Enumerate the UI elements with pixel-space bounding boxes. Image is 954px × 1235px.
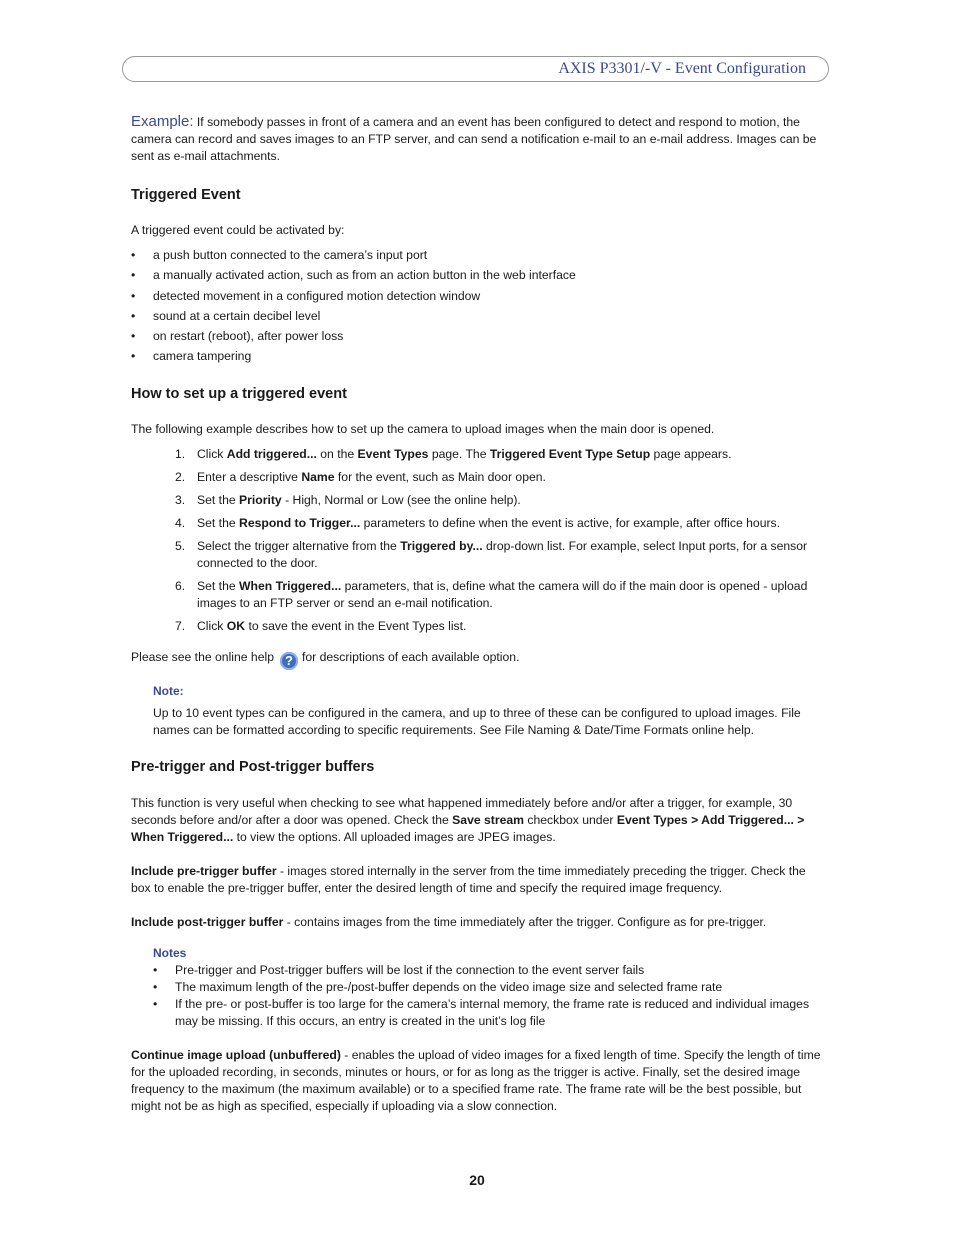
list-item: • sound at a certain decibel level	[131, 308, 821, 325]
example-label: Example:	[131, 113, 194, 130]
help-text-after: for descriptions of each available option.	[301, 650, 520, 665]
post-trigger-paragraph	[131, 914, 821, 931]
buffers-paragraph	[131, 795, 821, 846]
help-icon[interactable]: ?	[280, 652, 298, 670]
step-text: drop-down list. For example, select Input ports, for a sensor connected to the door.	[197, 539, 808, 571]
triggered-event-intro: A triggered event could be activated by:	[131, 223, 345, 237]
steps-list	[131, 446, 821, 635]
note-text: Up to 10 event types can be configured in the camera, and up to three of these can be configured to upload images. File names can be formatted according to specific requirements. See File Naming & Date/Time Formats online help.	[153, 706, 801, 738]
paragraph-text: - images stored internally in the server from the time immediately preceding the trigger. Check the box to enable the pre-trigger buffer, enter the desired length of time and specify the required image frequency.	[131, 864, 806, 896]
note-block	[131, 683, 821, 739]
list-item: • on restart (reboot), after power loss	[131, 328, 821, 345]
pre-trigger-paragraph	[131, 863, 821, 897]
step-bold: When Triggered...	[239, 579, 342, 594]
paragraph-text: This function is very useful when checking to see what happened immediately before and/or after a trigger, for example, 30 seconds before and/or after a door was opened. Check the	[131, 796, 793, 828]
paragraph-bold: Include post-trigger buffer	[131, 915, 284, 930]
step-bold: Triggered Event Type Setup	[489, 447, 651, 462]
notes-label: Notes	[153, 946, 187, 961]
main-content	[131, 113, 821, 1115]
step-bold: Respond to Trigger...	[239, 516, 361, 531]
example-text: If somebody passes in front of a camera and an event has been configured to detect and respond to motion, the camera can record and saves images to an FTP server, and can send a notification e-mail to an e-mail address. Images can be sent as e-mail attachments.	[131, 115, 817, 163]
step-text: parameters to define when the event is active, for example, after office hours.	[360, 516, 781, 531]
step-text: - High, Normal or Low (see the online help).	[281, 493, 521, 508]
help-text-before: Please see the online help	[131, 650, 274, 665]
note-label: Note:	[153, 684, 184, 699]
how-to-heading: How to set up a triggered event	[131, 386, 347, 403]
step-text: Click	[197, 447, 227, 462]
list-item: • camera tampering	[131, 348, 821, 365]
step-number: 7.	[175, 619, 186, 634]
paragraph-bold: Include pre-trigger buffer	[131, 864, 277, 879]
paragraph-text: - enables the upload of video images for a fixed length of time. Specify the length of time for the uploaded recording, in seconds, minutes or hours, or for as long as the trigger is active. Finally, set the desired image frequency to the maximum (the maximum available) or to a specified frame rate. The frame rate will be the best possible, but might not be as high as specified, especially if uploading via a slow connection.	[131, 1048, 821, 1114]
step-bold: Priority	[239, 493, 282, 508]
step-bold: Event Types	[357, 447, 429, 462]
step-number: 1.	[175, 447, 186, 462]
page-number: 20	[469, 1172, 485, 1188]
paragraph-bold: Save stream	[452, 813, 524, 828]
triggered-event-heading: Triggered Event	[131, 187, 241, 203]
step-text: Set the	[197, 579, 240, 594]
step-item	[131, 538, 821, 572]
paragraph-bold: Continue image upload (unbuffered)	[131, 1048, 341, 1063]
step-text: Enter a descriptive	[197, 470, 302, 485]
step-number: 4.	[175, 516, 186, 531]
step-text: page. The	[428, 447, 490, 462]
step-bold: Name	[301, 470, 335, 485]
list-item: • If the pre- or post-buffer is too large for the camera’s internal memory, the frame rate is reduced and individual images may be missing. If this occurs, an entry is created in the unit’s log file	[153, 996, 821, 1030]
step-text: Select the trigger alternative from the	[197, 539, 401, 554]
online-help-line	[131, 649, 821, 670]
step-text: Set the	[197, 516, 240, 531]
example-paragraph	[131, 113, 821, 165]
step-bold: Add triggered...	[226, 447, 317, 462]
step-text: to save the event in the Event Types list.	[245, 619, 467, 634]
paragraph-text: checkbox under	[523, 813, 617, 828]
step-text: parameters, that is, define what the camera will do if the main door is opened - upload images to an FTP server or send an e-mail notification.	[197, 579, 808, 611]
step-text: page appears.	[650, 447, 732, 462]
list-item: • a manually activated action, such as from an action button in the web interface	[131, 267, 821, 284]
step-bold: Triggered by...	[400, 539, 483, 554]
step-text: Set the	[197, 493, 240, 508]
step-item	[131, 446, 821, 463]
how-to-intro: The following example describes how to set up the camera to upload images when the main door is opened.	[131, 422, 715, 437]
step-item	[131, 492, 821, 509]
list-item: • a push button connected to the camera’s input port	[131, 247, 821, 264]
header-title: AXIS P3301/-V - Event Configuration	[558, 60, 806, 77]
page-header	[122, 56, 829, 82]
step-number: 5.	[175, 539, 186, 554]
step-bold: OK	[226, 619, 246, 634]
paragraph-text: - contains images from the time immediately after the trigger. Configure as for pre-trigger.	[283, 915, 767, 930]
step-number: 6.	[175, 579, 186, 594]
continue-upload-paragraph	[131, 1047, 821, 1115]
trigger-list	[131, 247, 821, 365]
list-item: • Pre-trigger and Post-trigger buffers will be lost if the connection to the event server fails	[153, 962, 821, 979]
step-item	[131, 515, 821, 532]
step-text: Click	[197, 619, 227, 634]
list-item: • The maximum length of the pre-/post-buffer depends on the video image size and selected frame rate	[153, 979, 821, 996]
step-number: 2.	[175, 470, 186, 485]
paragraph-bold: Event Types > Add Triggered... > When Triggered...	[131, 813, 805, 845]
notes-list	[153, 962, 821, 1030]
step-item	[131, 618, 821, 635]
buffers-heading: Pre-trigger and Post-trigger buffers	[131, 759, 375, 776]
step-item	[131, 578, 821, 612]
step-number: 3.	[175, 493, 186, 508]
step-item	[131, 469, 821, 486]
step-text: on the	[316, 447, 358, 462]
step-text: for the event, such as Main door open.	[334, 470, 546, 485]
list-item: • detected movement in a configured motion detection window	[131, 288, 821, 305]
notes-block	[131, 945, 821, 1030]
paragraph-text: to view the options. All uploaded images are JPEG images.	[233, 830, 556, 845]
